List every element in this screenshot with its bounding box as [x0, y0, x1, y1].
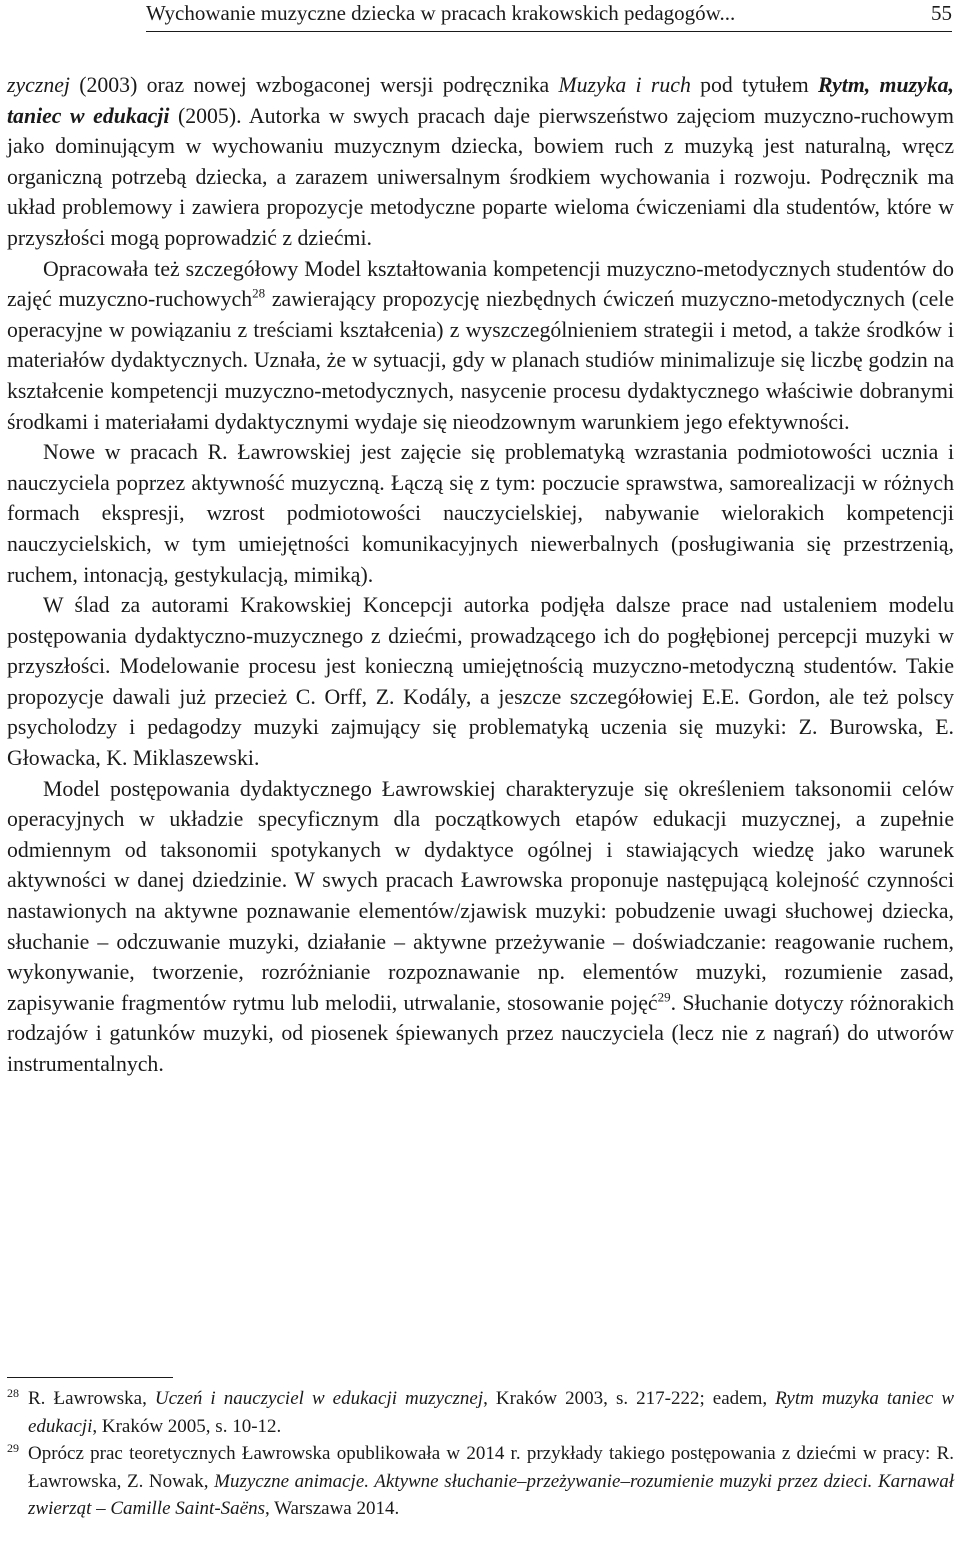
text-run: pod tytułem [690, 73, 818, 97]
paragraph [7, 254, 954, 438]
paragraph [7, 590, 954, 774]
body-text [7, 70, 954, 1080]
header-rule [146, 31, 952, 32]
text-run: (2005). Autorka w swych pracach daje pierwszeństwo zajęciom muzyczno-ruchowym jako dominującym w wychowaniu muzycznym dziecka, bowiem ruch z muzyką jest naturalną, wręcz organiczną potrzebą dziecka, a zarazem uniwersalnym środkiem wychowania i rozwoju. Podręcznik ma układ problemowy i zawiera propozycje metodyczne poparte wieloma ćwiczeniami dla studentów, które w przyszłości mogą poprowadzić z dziećmi. [7, 103, 954, 250]
paragraph [7, 70, 954, 254]
footnote: 28 R. Ławrowska, Uczeń i nauczyciel w edukacji muzycznej, Kraków 2003, s. 217-222; eadem, Rytm muzyka taniec w edukacji, Kraków 2005, s. 10-12. [7, 1385, 955, 1437]
text-run: Muzyczne animacje. Aktywne słuchanie–przeżywanie–rozumienie muzyki przez dzieci. Karnawał zwierząt – Camille Saint-Saëns [28, 1470, 954, 1519]
text-run: W ślad za autorami Krakowskiej Koncepcji autorka podjęła dalsze prace nad ustaleniem modelu postępowania dydaktyczno-muzycznego z dziećmi, prowadzącego ich do pogłębionej percepcji muzyki w przyszłości. Modelowanie procesu jest konieczną umiejętnością muzyczno-metodyczną studentów. Takie propozycje dawali już przecież C. Orff, Z. Kodály, a jeszcze szczegółowiej E.E. Gordon, ale też polscy psycholodzy i pedagodzy muzyki zajmujący się problematyką uczenia się muzyki: Z. Burowska, E. Głowacka, K. Miklaszewski. [7, 593, 954, 771]
text-run: , Kraków 2003, s. 217-222; eadem, [483, 1388, 776, 1409]
text-run: Muzyka i ruch [558, 73, 691, 97]
running-title: Wychowanie muzyczne dziecka w pracach krakowskich pedagogów... [146, 1, 736, 25]
text-run: Oprócz prac teoretycznych Ławrowska opublikowała w 2014 r. przykłady takiego postępowania z dziećmi w pracy: R. Ławrowska, Z. Nowak, [28, 1443, 954, 1492]
text-run: Model postępowania dydaktycznego Ławrowskiej charakteryzuje się określeniem taksonomii celów operacyjnych w układzie specyficznym dla początkowych etapów edukacji muzycznej, a zupełnie odmiennym od taksonomii spotykanych w dydaktyce ogólnej i stawiających wiedzę jako warunek aktywności w danej dziedzinie. W swych pracach Ławrowska proponuje następującą kolejność czynności nastawionych na aktywne poznawanie elementów/zjawisk muzyki: pobudzenie uwagi słuchowej dziecka, słuchanie – odczuwanie muzyki, działanie – aktywne przeżywanie – doświadczanie: reagowanie ruchem, wykonywanie, tworzenie, rozróżnianie rozpoznawanie np. elementów muzyki, rozumienie zasad, zapisywanie fragmentów rytmu lub melodii, utrwalanie, stosowanie pojęć [7, 776, 954, 1015]
text-run: zycznej [7, 73, 70, 97]
text-run: , Warszawa 2014. [264, 1498, 400, 1519]
text-run: Nowe w pracach R. Ławrowskiej jest zajęcie się problematyką wzrastania podmiotowości ucznia i nauczyciela poprzez aktywność muzyczną. Łączą się z tym: poczucie sprawstwa, samorealizacji w różnych formach ekspresji, wzrost podmiotowości nauczycielskiej, nabywanie wielorakich kompetencji nauczycielskich, w tym umiejętności komunikacyjnych niewerbalnych (posługiwania się przestrzenią, ruchem, intonacją, gestykulacją, mimiką). [7, 440, 954, 587]
footnote-ref: 29 [657, 989, 671, 1005]
text-run: zawierający propozycję niezbędnych ćwiczeń muzyczno-metodycznych (cele operacyjne w powiązaniu z treściami kształcenia) z wyszczególnieniem strategii i metod, a także środków i materiałów dydaktycznych. Uznała, że w sytuacji, gdy w planach studiów minimalizuje się liczbę godzin na kształcenie kompetencji muzyczno-metodycznych, nasycenie procesu dydaktycznego właściwie dobranymi środkami i materiałami dydaktycznymi wydaje się nieodzownym warunkiem jego efektywności. [7, 287, 954, 434]
page-number: 55 [931, 1, 952, 25]
footnotes [7, 1385, 954, 1523]
text-run: Rytm muzyka taniec w edukacji [28, 1388, 955, 1437]
paragraph [7, 437, 954, 590]
text-run: Opracowała też szczegółowy Model kształtowania kompetencji muzyczno-metodycznych studentów do zajęć muzyczno-ruchowych [7, 256, 954, 312]
text-run: R. Ławrowska, [28, 1388, 155, 1409]
text-run: Uczeń i nauczyciel w edukacji muzycznej [154, 1388, 484, 1409]
paragraph [7, 774, 954, 1080]
footnote-ref: 28 [252, 285, 266, 301]
text-run: . Słuchanie dotyczy różnorakich rodzajów i gatunków muzyki, od piosenek śpiewanych przez nauczyciela (lecz nie z nagrań) do utworów instrumentalnych. [7, 990, 954, 1076]
text-run: Rytm, muzyka, taniec w edukacji [7, 73, 954, 128]
text-run: , Kraków 2005, s. 10-12. [92, 1415, 282, 1437]
running-head [146, 0, 952, 28]
footnote: 29 Oprócz prac teoretycznych Ławrowska opublikowała w 2014 r. przykłady takiego postępowania z dziećmi w pracy: R. Ławrowska, Z. Nowak, Muzyczne animacje. Aktywne słuchanie–przeżywanie–rozumienie muzyki przez dzieci. Karnawał zwierząt – Camille Saint-Saëns, Warszawa 2014. [7, 1440, 954, 1519]
text-run: (2003) oraz nowej wzbogaconej wersji podręcznika [69, 73, 559, 97]
footnote-rule [7, 1377, 173, 1378]
